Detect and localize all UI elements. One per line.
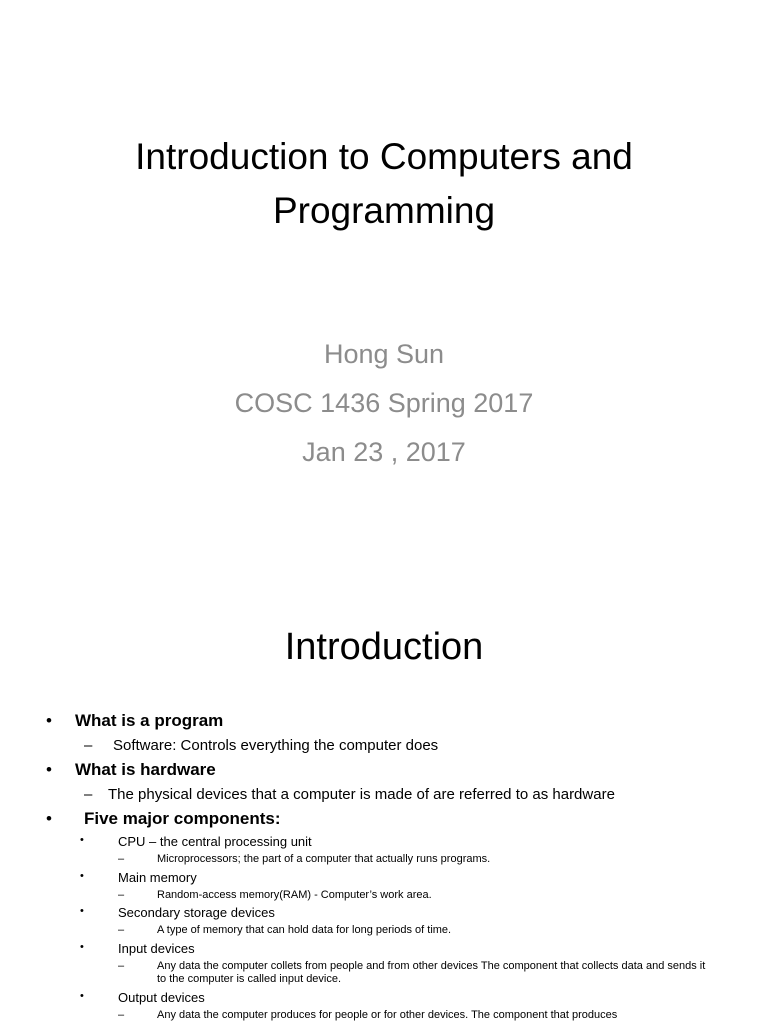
presentation-date: Jan 23 , 2017 <box>302 437 466 467</box>
dash-marker: – <box>118 924 125 936</box>
bullet-marker: • <box>80 905 84 917</box>
bullet-marker: • <box>46 809 52 828</box>
bullet-marker: • <box>80 990 84 1002</box>
component-description: A type of memory that can hold data for long periods of time. <box>157 924 452 936</box>
course-name: COSC 1436 Spring 2017 <box>234 388 534 418</box>
component-name: CPU – the central processing unit <box>118 834 312 849</box>
bullet-text: What is a program <box>75 711 224 730</box>
sub-bullet-text: The physical devices that a computer is made of are referred to as hardware <box>108 786 615 803</box>
component-description: Any data the computer produces for people or for other devices. The component that produces <box>157 1009 618 1021</box>
slide-heading: Introduction <box>284 626 484 668</box>
dash-marker: – <box>84 737 93 754</box>
bullet-text: What is hardware <box>75 760 216 779</box>
component-name: Secondary storage devices <box>118 905 275 920</box>
bullet-text: Five major components: <box>84 809 281 828</box>
bullet-marker: • <box>46 760 52 779</box>
dash-marker: – <box>118 960 125 972</box>
bullet-marker: • <box>80 870 84 882</box>
slide-title <box>0 130 768 238</box>
sub-bullet-text: Software: Controls everything the computer does <box>113 737 439 754</box>
dash-marker: – <box>118 853 125 865</box>
component-name: Main memory <box>118 870 197 885</box>
component-description: Microprocessors; the part of a computer that actually runs programs. <box>157 853 491 865</box>
component-name: Input devices <box>118 941 195 956</box>
bullet-marker: • <box>80 941 84 953</box>
title-line-1: Introduction to Computers and <box>135 136 633 177</box>
bullet-marker: • <box>80 834 84 846</box>
component-description: Any data the computer collets from people and from other devices The component that collects data and sends it to the computer is called input device. <box>157 960 706 985</box>
dash-marker: – <box>118 1009 125 1021</box>
title-line-2: Programming <box>272 190 496 231</box>
slide-subtitle <box>0 330 768 477</box>
component-name: Output devices <box>118 990 205 1005</box>
dash-marker: – <box>84 786 93 803</box>
content-slide <box>0 590 768 1024</box>
component-description: Random-access memory(RAM) - Computer’s work area. <box>157 889 432 901</box>
dash-marker: – <box>118 889 125 901</box>
bullet-marker: • <box>46 711 52 730</box>
author-name: Hong Sun <box>323 339 445 369</box>
